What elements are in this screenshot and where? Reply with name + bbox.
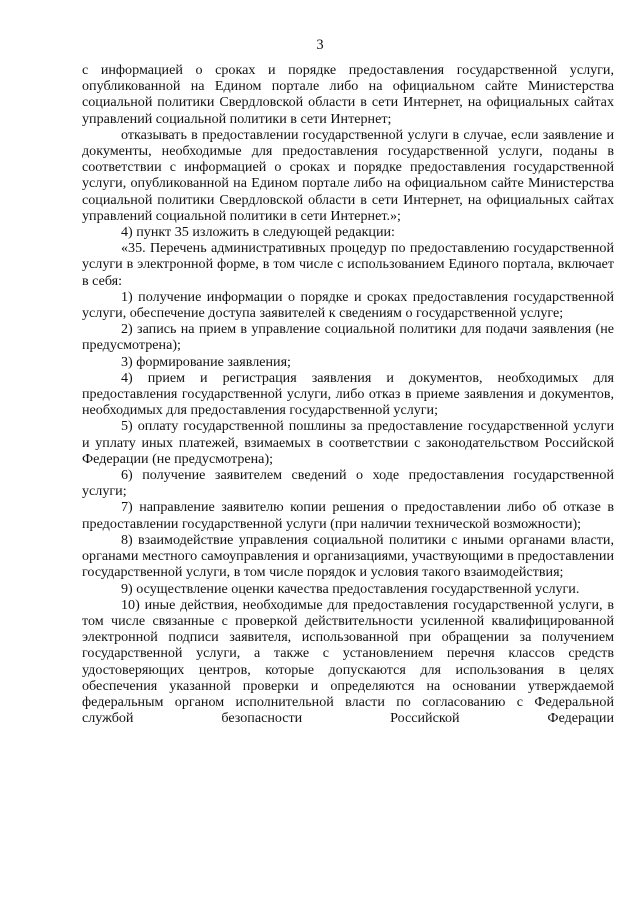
paragraph-procedure-10: 10) иные действия, необходимые для предоставления государственной услуги, в том числе связанные с проверкой действительности усиленной квалифицированной электронной подписи заявителя, использованной при обращении за получением государственной услуги, а также с установлением перечня классов средств удостоверяющих центров, которые допускаются для использования в целях обеспечения указанной проверки и определяются на основании утверждаемой федеральным органом исполнительной власти по согласованию с Федеральной службой безопасности Российской Федерации [82,596,614,727]
paragraph-procedure-8: 8) взаимодействие управления социальной политики с иными органами власти, органами местного самоуправления и организациями, участвующими в предоставлении государственной услуги, в том числе порядок и условия такого взаимодействия; [82,531,614,581]
paragraph-procedure-3: 3) формирование заявления; [121,353,291,370]
paragraph-refuse-clause: отказывать в предоставлении государственной услуги в случае, если заявление и документы, необходимые для предоставления государственной услуги, поданы в соответствии с информацией о сроках и порядке предоставления государственной услуги, опубликованной на Едином портале либо на официальном сайте Министерства социальной политики Свердловской области в сети Интернет, на официальных сайтах управлений социальной политики в сети Интернет.»; [82,126,614,224]
paragraph-procedure-4: 4) прием и регистрация заявления и документов, необходимых для предоставления государственной услуги, либо отказ в приеме заявления и документов, необходимых для предоставления государственной услуги; [82,369,614,419]
paragraph-procedure-7: 7) направление заявителю копии решения о предоставлении либо об отказе в предоставлении государственной услуги (при наличии технической возможности); [82,499,614,532]
paragraph-item-4-heading: 4) пункт 35 изложить в следующей редакции: [121,224,395,241]
paragraph-procedure-9: 9) осуществление оценки качества предоставления государственной услуги. [121,580,580,597]
page-number: 3 [316,37,324,53]
paragraph-procedure-1: 1) получение информации о порядке и сроках предоставления государственной услуги, обеспечение доступа заявителей к сведениям о государственной услуге; [82,288,614,322]
paragraph-procedure-6: 6) получение заявителем сведений о ходе предоставления государственной услуги; [82,467,614,500]
document-body [82,62,614,726]
paragraph-procedure-5: 5) оплату государственной пошлины за предоставление государственной услуги и уплату иных платежей, взимаемых в соответствии с законодательством Российской Федерации (не предусмотрена); [82,418,614,467]
paragraph-info-continuation: с информацией о сроках и порядке предоставления государственной услуги, опубликованной на Едином портале либо на официальном сайте Министерства социальной политики Свердловской области в сети Интернет, на официальных сайтах управлений социальной политики в сети Интернет; [82,62,614,127]
paragraph-procedure-2: 2) запись на прием в управление социальной политики для подачи заявления (не предусмотрена); [82,321,614,354]
paragraph-clause-35: «35. Перечень административных процедур по предоставлению государственной услуги в электронной форме, в том числе с использованием Единого портала, включает в себя: [82,240,614,289]
